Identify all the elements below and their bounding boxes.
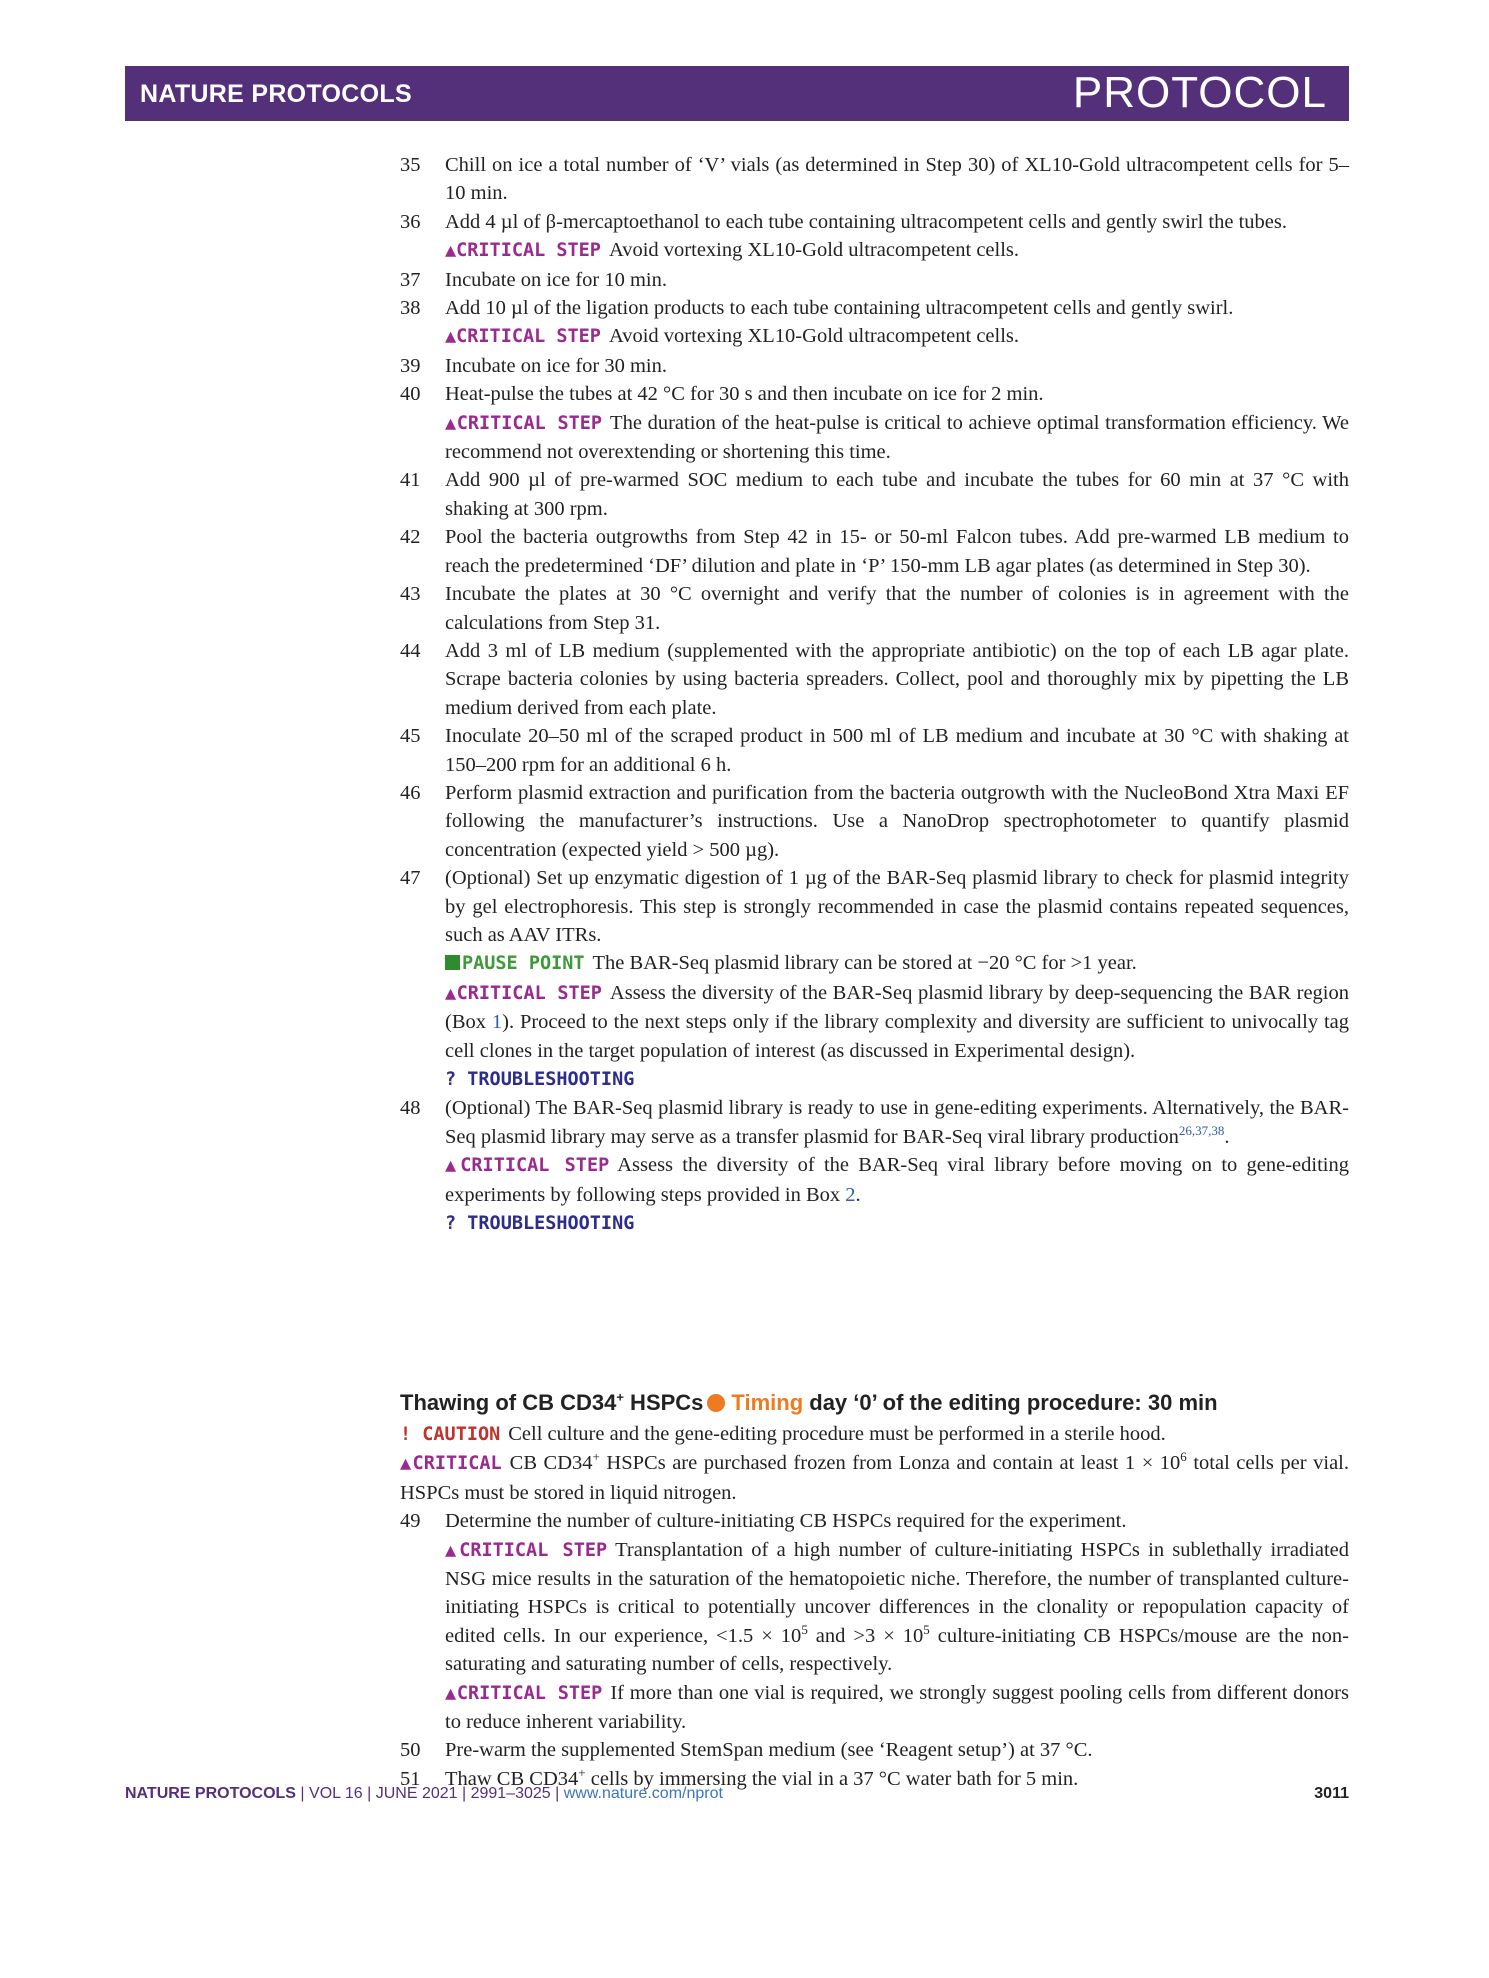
journal-header-bar [125,66,1349,121]
step-number: 49 [400,1510,421,1533]
step-number: 50 [400,1739,421,1762]
procedure-step [400,523,1349,580]
step-text: The duration of the heat-pulse is critical to achieve optimal transformation efficiency. We recommend not overextending or shortening this time. [445,411,1349,464]
step-50: 50 Pre-warm the supplemented StemSpan medium (see ‘Reagent setup’) at 37 °C. [400,1736,1349,1764]
article-type: PROTOCOL [1072,68,1327,117]
caution-note: ! CAUTION Cell culture and the gene-editing procedure must be performed in a sterile hood. [400,1423,1166,1445]
step-number: 44 [400,639,421,662]
section-title: Thawing of CB CD34+ HSPCs Timing day ‘0’ of the editing procedure: 30 min [400,1389,1218,1415]
footer-journal: NATURE PROTOCOLS [125,1785,296,1802]
critical-step-48: ▲CRITICAL STEP Assess the diversity of the BAR-Seq viral library before moving on to gene-editing experiments by following steps provided in Box 2. [445,1154,1349,1206]
step-text: Add 10 µl of the ligation products to each tube containing ultracompetent cells and gently swirl. [445,297,1234,320]
critical-step-47: ▲CRITICAL STEP Assess the diversity of the BAR-Seq plasmid library by deep-sequencing the BAR region (Box 1). Proceed to the next steps only if the library complexity and diversity are sufficient to univocally tag cell clones in the target population of interest (as discussed in Experimental design). [445,981,1349,1062]
step-text: Avoid vortexing XL10-Gold ultracompetent cells. [608,239,1020,262]
procedure-step [400,637,1349,722]
step-text: Incubate on ice for 10 min. [445,268,668,291]
critical-step-label: ▲CRITICAL STEP [445,240,601,262]
step-text: (Optional) Set up enzymatic digestion of 1 µg of the BAR-Seq plasmid library to check for plasmid integrity by gel electrophoresis. This step is strongly recommended in case the plasmid contains repeated sequences, such as AAV ITRs. [445,867,1349,946]
footer-volume: VOL 16 [309,1785,363,1802]
step-text: Chill on ice a total number of ‘V’ vials (as determined in Step 30) of XL10-Gold ultracompetent cells for 5–10 min. [445,154,1349,205]
caution-label: ! CAUTION [400,1424,501,1445]
critical-step-note [400,322,1349,351]
critical-label: ▲CRITICAL [400,1453,502,1475]
procedure-step [400,294,1349,322]
procedure-step [400,151,1349,208]
step-number: 39 [400,354,421,377]
footer-url-link[interactable]: www.nature.com/nprot [563,1785,723,1802]
step-number: 36 [400,210,421,233]
step-text: Pool the bacteria outgrowths from Step 42 in 15- or 50-ml Falcon tubes. Add pre-warmed LB medium to reach the predetermined ‘DF’ dilution and plate in ‘P’ 150-mm LB agar plates (as determined in Step 30). [445,526,1349,577]
pause-point-label: PAUSE POINT [445,953,585,974]
critical-step-label: ▲CRITICAL STEP [445,412,603,434]
critical-step-label: ▲CRITICAL STEP [445,1155,610,1177]
procedure-step [400,266,1349,294]
critical-step-label: ▲CRITICAL STEP [445,326,601,348]
step-number: 48 [400,1097,421,1120]
step-49: 49 Determine the number of culture-initiating CB HSPCs required for the experiment. [400,1507,1349,1535]
procedure-step [400,380,1349,408]
critical-step-label: ▲CRITICAL STEP [445,1682,603,1704]
page-number: 3011 [1314,1785,1349,1802]
step-number: 41 [400,469,421,492]
footer-pages: 2991–3025 [470,1785,551,1802]
step-text: Heat-pulse the tubes at 42 °C for 30 s and then incubate on ice for 2 min. [445,383,1044,406]
procedure-step [400,779,1349,864]
step-text: Add 4 µl of β-mercaptoethanol to each tube containing ultracompetent cells and gently swirl the tubes. [445,210,1287,233]
step-number: 40 [400,383,421,406]
step-number: 42 [400,526,421,549]
reference-citations[interactable]: 26,37,38 [1178,1122,1225,1138]
pause-point-47: PAUSE POINT The BAR-Seq plasmid library can be stored at −20 °C for >1 year. [400,949,1349,978]
procedure-step [400,352,1349,380]
step-number: 46 [400,781,421,804]
troubleshooting-link[interactable]: ? TROUBLESHOOTING [445,1069,635,1090]
footer-date: JUNE 2021 [375,1785,458,1802]
step-text: Perform plasmid extraction and purification from the bacteria outgrowth with the NucleoBond Xtra Maxi EF following the manufacturer’s instructions. Use a NanoDrop spectrophotometer to quantify plasmid concentration (expected yield > 500 µg). [445,781,1349,861]
procedure-step [400,208,1349,236]
step-48: 48 (Optional) The BAR-Seq plasmid library is ready to use in gene-editing experiments. Alternatively, the BAR-Seq plasmid library may serve as a transfer plasmid for BAR-Seq viral library production$^{26,37,38}$. [400,1094,1349,1151]
step-51: 51 Thaw CB CD34+ cells by immersing the vial in a 37 °C water bath for 5 min. [400,1765,1349,1793]
critical-step-note [400,409,1349,467]
step-text: Incubate on ice for 30 min. [445,354,668,377]
procedure-step [400,580,1349,637]
step-number: 47 [400,867,421,890]
pause-square-icon [445,955,460,970]
troubleshooting-48 [400,1209,1349,1238]
step-text: Add 900 µl of pre-warmed SOC medium to each tube and incubate the tubes for 60 min at 37 °C with shaking at 300 rpm. [445,469,1349,520]
procedure-step [400,864,1349,949]
timing-icon [707,1394,725,1412]
procedure-step [400,722,1349,779]
step-text: Add 3 ml of LB medium (supplemented with the appropriate antibiotic) on the top of each LB agar plate. Scrape bacteria colonies by using bacteria spreaders. Collect, pool and thoroughly mix by pipetting the LB medium derived from each plate. [445,639,1349,719]
procedure-step [400,466,1349,523]
step-text: Avoid vortexing XL10-Gold ultracompetent cells. [608,325,1020,348]
step-number: 38 [400,297,421,320]
step-number: 45 [400,725,421,748]
step-text: Inoculate 20–50 ml of the scraped product in 500 ml of LB medium and incubate at 30 °C with shaking at 150–200 rpm for an additional 6 h. [445,725,1349,776]
procedure-steps [400,151,1349,1238]
critical-step-49b: ▲CRITICAL STEP If more than one vial is required, we strongly suggest pooling cells from different donors to reduce inherent variability. [445,1681,1349,1734]
critical-step-note [400,236,1349,265]
page-footer: NATURE PROTOCOLS | VOL 16 | JUNE 2021 | 2991–3025 | www.nature.com/nprot 3011 [125,1785,1349,1802]
critical-step-49a: ▲CRITICAL STEP Transplantation of a high number of culture-initiating HSPCs in sublethally irradiated NSG mice results in the saturation of the hematopoietic niche. Therefore, the number of transplanted culture-initiating HSPCs is critical to potentially uncover differences in the clonality or repopulation capacity of edited cells. In our experience, $<1.5 \times 10^5$ and $>3 \times 10^5$ culture-initiating CB HSPCs/mouse are the non-saturating and saturating number of cells, respectively. [445,1538,1350,1676]
step-number: 35 [400,154,421,176]
step-number: 43 [400,583,421,606]
critical-step-label: ▲CRITICAL STEP [445,982,602,1004]
critical-note: ▲CRITICAL CB CD34+ HSPCs are purchased frozen from Lonza and contain at least $1 \times 10^6$ total cells per vial. HSPCs must be stored in liquid nitrogen. [400,1449,1349,1504]
box-1-link[interactable]: 1 [491,1011,503,1034]
step-number: 37 [400,268,421,291]
critical-step-label: ▲CRITICAL STEP [445,1539,608,1561]
troubleshooting-47 [400,1065,1349,1094]
box-2-link[interactable]: 2 [845,1183,856,1206]
step-number: 51 [400,1767,421,1790]
thawing-section [400,1390,1349,1793]
step-text: Incubate the plates at 30 °C overnight and verify that the number of colonies is in agreement with the calculations from Step 31. [445,583,1349,634]
troubleshooting-link[interactable]: ? TROUBLESHOOTING [445,1213,635,1235]
journal-name: NATURE PROTOCOLS [140,80,412,108]
